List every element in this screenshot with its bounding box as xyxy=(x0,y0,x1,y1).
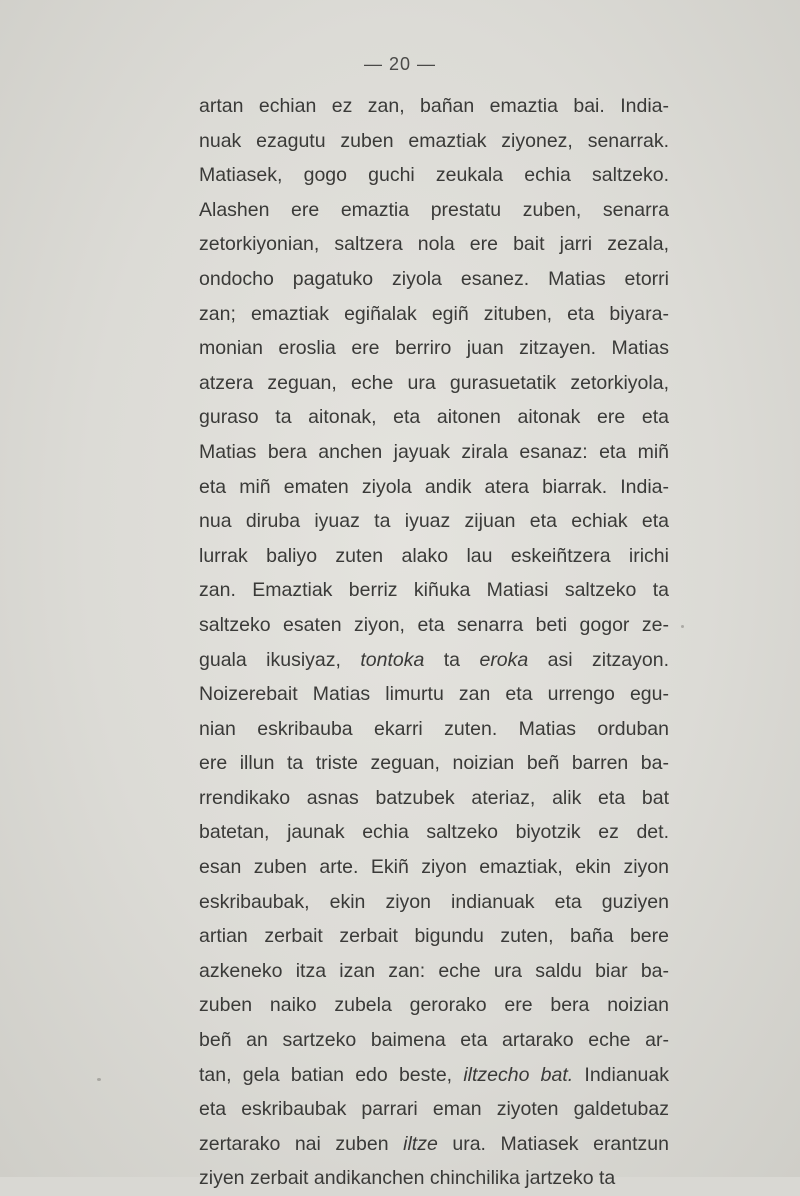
text-segment: Indianuak xyxy=(573,1063,669,1086)
text-line: zan. Emaztiak berriz kiñuka Matiasi saltzeko ta xyxy=(199,579,669,602)
italic-word: eroka xyxy=(479,648,529,671)
text-line: guraso ta aitonak, eta aitonen aitonak ere eta xyxy=(199,406,669,429)
text-line: nian eskribauba ekarri zuten. Matias orduban xyxy=(199,717,669,740)
text-line: Alashen ere emaztia prestatu zuben, senarra xyxy=(199,198,669,221)
italic-word: iltzecho bat. xyxy=(463,1063,574,1086)
text-line: rrendikako asnas batzubek ateriaz, alik eta bat xyxy=(199,786,669,809)
text-segment: zertarako nai zuben xyxy=(199,1132,404,1155)
text-line: ondocho pagatuko ziyola esanez. Matias etorri xyxy=(199,267,669,290)
text-line: saltzeko esaten ziyon, eta senarra beti gogor ze- xyxy=(199,613,669,636)
text-line: Matiasek, gogo guchi zeukala echia saltzeko. xyxy=(199,164,669,187)
text-line: batetan, jaunak echia saltzeko biyotzik ez det. xyxy=(199,821,669,844)
text-line: nua diruba iyuaz ta iyuaz zijuan eta echiak eta xyxy=(199,510,669,533)
text-segment: ta xyxy=(424,648,480,671)
body-text xyxy=(199,89,669,1196)
text-segment: asi zitzayon. xyxy=(528,648,669,671)
text-line xyxy=(199,643,669,678)
text-line: artian zerbait zerbait bigundu zuten, baña bere xyxy=(199,925,669,948)
text-line: zuben naiko zubela gerorako ere bera noizian xyxy=(199,994,669,1017)
text-line: azkeneko itza izan zan: eche ura saldu biar ba- xyxy=(199,959,669,982)
italic-word: tontoka xyxy=(360,648,425,671)
text-line xyxy=(199,1127,669,1162)
text-line: lurrak baliyo zuten alako lau eskeiñtzera irichi xyxy=(199,544,669,567)
text-line: eskribaubak, ekin ziyon indianuak eta guziyen xyxy=(199,890,669,913)
text-line: monian eroslia ere berriro juan zitzayen. Matias xyxy=(199,337,669,360)
text-line: ziyen zerbait andikanchen chinchilika jartzeko ta xyxy=(199,1167,616,1190)
text-segment: guala ikusiyaz, xyxy=(199,648,361,671)
text-line: eta miñ ematen ziyola andik atera biarrak. India- xyxy=(199,475,669,498)
text-line: atzera zeguan, eche ura gurasuetatik zetorkiyola, xyxy=(199,371,669,394)
paper-speck xyxy=(681,625,684,628)
text-line: esan zuben arte. Ekiñ ziyon emaztiak, ekin ziyon xyxy=(199,856,669,879)
text-line: beñ an sartzeko baimena eta artarako eche ar- xyxy=(199,1029,669,1052)
text-line: ere illun ta triste zeguan, noizian beñ barren ba- xyxy=(199,752,669,775)
paper-speck xyxy=(97,1078,101,1081)
text-segment: ura. Matiasek erantzun xyxy=(437,1132,669,1155)
text-segment: tan, gela batian edo beste, xyxy=(199,1063,464,1086)
text-line: eta eskribaubak parrari eman ziyoten galdetubaz xyxy=(199,1098,669,1121)
text-line: artan echian ez zan, bañan emaztia bai. India- xyxy=(199,95,669,117)
page-number: — 20 — xyxy=(363,54,437,74)
text-line: zetorkiyonian, saltzera nola ere bait jarri zezala, xyxy=(199,233,669,256)
italic-word: iltze xyxy=(403,1132,438,1155)
text-line: Matias bera anchen jayuak zirala esanaz: eta miñ xyxy=(199,440,669,463)
text-line xyxy=(199,1058,669,1093)
text-line: Noizerebait Matias limurtu zan eta urrengo egu- xyxy=(199,683,669,706)
text-line: nuak ezagutu zuben emaztiak ziyonez, senarrak. xyxy=(199,129,669,152)
text-line: zan; emaztiak egiñalak egiñ zituben, eta biyara- xyxy=(199,302,669,325)
